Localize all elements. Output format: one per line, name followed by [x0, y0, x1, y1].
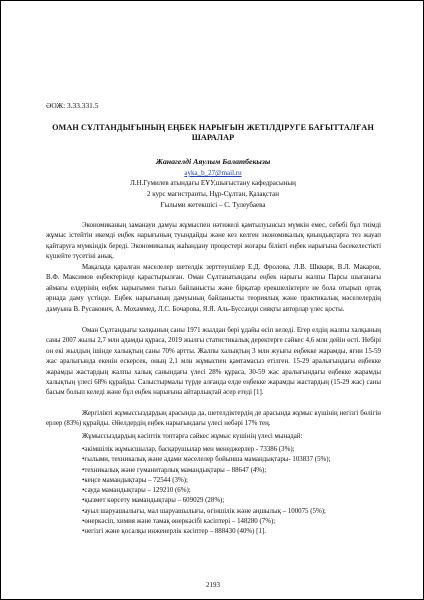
- list-item-text: ғылыми, техникалық және адами мәселелер бойынша мамандықтары- 103837 (5%);: [84, 456, 331, 464]
- bullet-icon: •: [82, 487, 85, 495]
- bullet-icon: •: [82, 466, 85, 474]
- author-email-link[interactable]: ayka_b_27@mail.ru: [184, 169, 242, 177]
- bullet-icon: •: [82, 507, 85, 515]
- article-title: ОМАН СҰЛТАНДЫҒЫНЫҢ ЕҢБЕК НАРЫҒЫН ЖЕТІЛДІРУГЕ БАҒЫТТАЛҒАН ШАРАЛАР: [52, 123, 374, 142]
- list-item-text: өнеркәсіп, химия және тамақ өнеркәсібі кәсіптері – 148280 (7%);: [84, 518, 276, 526]
- list-item-text: негізгі және қосалқы инженерлік кәсіптер – 888430 (40%) [1].: [84, 528, 266, 536]
- page-number: 2193: [206, 581, 220, 589]
- bullet-icon: •: [82, 476, 85, 484]
- paragraph-gender: Жергілікті жұмыссыздардың арасында да, шетелдіктердің де арасында жұмыс күшінің негізгі бөлігін ерлер (83%) құрайды. Әйелдердің еңбек нарығындағы үлесі небәрі 17% тең.: [46, 409, 381, 428]
- scientific-supervisor: Ғылыми жетекшісі – С. Тулеубаева: [160, 201, 266, 209]
- bullet-icon: •: [82, 518, 85, 526]
- list-heading: Жұмыссыздардың кәсіптік топтарға сәйкес жұмыс күшінің үлесі мынадай:: [82, 433, 303, 440]
- list-item-text: кеңсе мамандықтары – 72544 (3%);: [84, 476, 188, 484]
- paragraph-intro: Экономиканың заманауи дамуы жұмыспен нәтижелі қамтылуынсыз мүмкін емес, себебі бұл тиімді жұмыс істейтін икемді еңбек нарығының туындайды және кез келген экономикалық қиындықтарға тез жауап қайтаруға мүмкіндік береді. Экономикалық жаһандану процестері жоғары білікті еңбек нарығына бәсекелестікті күшейте түсетіні анық.: [46, 221, 381, 261]
- author-name: Жанагелді Аяулым Балатбекызы: [155, 157, 271, 166]
- list-item: [82, 496, 382, 506]
- udc-code: ӘОЖ: 3.33.331.5: [46, 101, 99, 110]
- paragraph-literature: Мақалада қаралған мәселелер шетелдік зерттеушілер Е.Д. Фролова, Л.В. Шкваря, В.Л. Макаров, В.Ф. Максимов еңбектерінде қарастырылған. Оман Сұлтанатындағы еңбек нарығы жалпы Парсы шығанағы аймағы елдерінің еңбек нарығымен тығыз байланысты және бірқатар ерекшеліктерге ие бола отырып ортақ арнада даму үстінде. Еңбек нарығының дамуының байланысты теориялық және практикалық мәселелердің дамуына В. Русакович, А. Мохаммед, Л.С. Бочарова, Я.Я. Аль-Буссаиди сияқты авторлар үлес қосты.: [46, 263, 381, 313]
- list-item: [82, 517, 382, 527]
- list-item-text: сауда мамандықтары – 129210 (6%);: [84, 487, 191, 495]
- bullet-icon: •: [82, 456, 85, 464]
- list-item: [82, 466, 382, 476]
- author-course: 2 курс магистранты, Нұр-Сұлтан, Қазақстан: [146, 190, 280, 198]
- list-item: [82, 527, 382, 537]
- paragraph-population: Оман Сұлтандығы халқының саны 1971 жылдан бері ұдайы өсіп келеді. Егер елдің жалпы халқының саны 2007 жылы 2,7 млн адамды құраса, 2019 жылғы статистикалық деректерге сәйкес 4,6 млн дейін өсті. Небірі он екі жылдың ішінде халықтың саны 70% артты. Жалпы халықтың 3 млн жуығы еңбекке жарамды, яғни 15-59 жас аралығында екенін ескерсек, оның 2,1 млн жұмыспен қамтамасыз етілген. 15-29 аралығындағы еңбекке жарамды жастардың жалпы халық санындағы үлесі 28% құраса, 30-59 жас аралығындағы еңбекке жарамды халықтың үлесі 68% құрайды. Салыстырмалы түрде алғанда елде еңбекке жарамды жастардың (15-29 жас) саны басым болып келеді және бұл еңбек нарығына айтарлықтай әсер етеді [1].: [46, 326, 381, 397]
- list-item: [82, 455, 382, 465]
- list-item-text: ауыл шаруашылығы, мал шаруашылығы, өгіншілік және аңшылық – 100075 (5%);: [84, 507, 326, 515]
- list-item-text: техникалық және гуманитарлық мамандықтары – 88647 (4%);: [84, 466, 267, 474]
- list-item: [82, 486, 382, 496]
- bullet-icon: •: [82, 446, 85, 453]
- list-item: [82, 445, 382, 455]
- occupation-list: [82, 445, 382, 538]
- author-affiliation: Л.Н.Гумилев атындағы ЕҰУ,шығыстану кафедрасының: [130, 179, 296, 187]
- list-item: [82, 507, 382, 517]
- list-item: [82, 476, 382, 486]
- bullet-icon: •: [82, 497, 85, 505]
- list-item-text: әкімшілік жұмысшылар, басқарушылар мен менеджерлер - 73386 (3%);: [84, 446, 295, 453]
- bullet-icon: •: [82, 528, 85, 536]
- list-item-text: қызмет көрсету мамандықтары – 609029 (28%);: [84, 497, 225, 505]
